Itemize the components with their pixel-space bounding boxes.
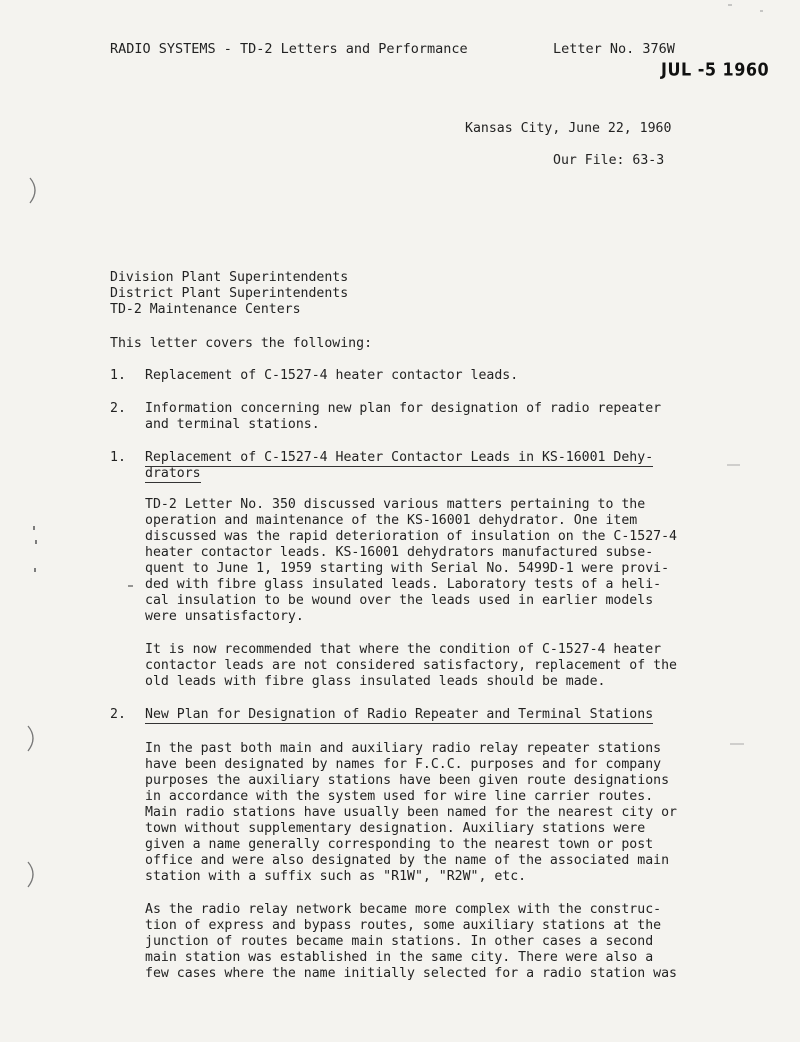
addressee-line: District Plant Superintendents [110,286,349,301]
summary-item-text: Replacement of C-1527-4 heater contactor leads. [145,368,519,383]
letter-number: Letter No. 376W [553,41,675,57]
our-file: Our File: 63-3 [553,153,665,168]
paragraph-line: town without supplementary designation. Auxiliary stations were [145,821,646,836]
summary-item-number: 2. [110,401,126,416]
paragraph-line: in accordance with the system used for wire line carrier routes. [145,789,654,804]
paragraph-line: contactor leads are not considered satisfactory, replacement of the [145,658,677,673]
paragraph-line: Main radio stations have usually been named for the nearest city or [145,805,677,820]
paragraph-line: As the radio relay network became more complex with the construc- [145,902,662,917]
paragraph-line: tion of express and bypass routes, some auxiliary stations at the [145,918,662,933]
paragraph-line: discussed was the rapid deterioration of insulation on the C-1527-4 [145,529,677,544]
summary-item-text: and terminal stations. [145,417,320,432]
section-number: 1. [110,450,126,465]
summary-item-number: 1. [110,368,126,383]
paragraph-line: quent to June 1, 1959 starting with Serial No. 5499D-1 were provi- [145,561,670,576]
paragraph-line: old leads with fibre glass insulated leads should be made. [145,674,606,689]
paragraph-line: operation and maintenance of the KS-16001 dehydrator. One item [145,513,638,528]
paragraph-line: station with a suffix such as "R1W", "R2W", etc. [145,869,527,884]
paragraph-line: were unsatisfactory. [145,609,304,624]
paragraph-line: heater contactor leads. KS-16001 dehydrators manufactured subse- [145,545,654,560]
paragraph-line: junction of routes became main stations. In other cases a second [145,934,654,949]
section-number: 2. [110,707,126,722]
series-title: RADIO SYSTEMS - TD-2 Letters and Performance [110,41,468,57]
punch-hole-mark [28,862,33,887]
punch-hole-mark [30,178,35,203]
paragraph-line: office and were also designated by the name of the associated main [145,853,670,868]
paragraph-line: It is now recommended that where the condition of C-1527-4 heater [145,642,662,657]
paragraph-line: main station was established in the same city. There were also a [145,950,654,965]
section-title-line: drators [145,466,201,481]
paragraph-line: given a name generally corresponding to the nearest town or post [145,837,654,852]
paragraph-line: purposes the auxiliary stations have been given route designations [145,773,670,788]
section-title-line: New Plan for Designation of Radio Repeater and Terminal Stations [145,707,654,722]
intro-text: This letter covers the following: [110,336,373,351]
paragraph-line: ded with fibre glass insulated leads. Laboratory tests of a heli- [145,577,662,592]
addressee-line: TD-2 Maintenance Centers [110,302,301,317]
summary-item-text: Information concerning new plan for designation of radio repeater [145,401,662,416]
paragraph-line: have been designated by names for F.C.C. purposes and for company [145,757,662,772]
paragraph-line: TD-2 Letter No. 350 discussed various matters pertaining to the [145,497,646,512]
place-and-date: Kansas City, June 22, 1960 [465,121,672,136]
paragraph-line: In the past both main and auxiliary radio relay repeater stations [145,741,662,756]
addressee-line: Division Plant Superintendents [110,270,349,285]
paragraph-line: few cases where the name initially selected for a radio station was [145,966,677,981]
punch-hole-mark [28,726,33,751]
received-date-stamp: JUL -5 1960 [661,59,770,80]
paragraph-line: cal insulation to be wound over the leads used in earlier models [145,593,654,608]
section-title-line: Replacement of C-1527-4 Heater Contactor Leads in KS-16001 Dehy- [145,450,654,465]
